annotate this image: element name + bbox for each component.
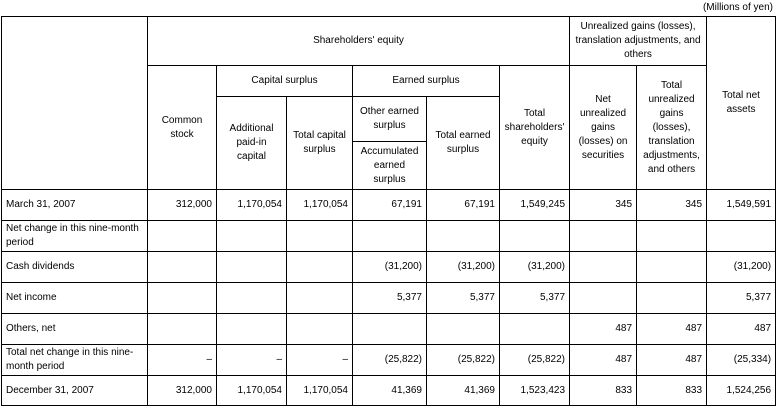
- cell-total-net-assets: 487: [707, 314, 776, 345]
- cell-total-capital-surplus: [287, 314, 353, 345]
- shareholders-equity-table: [1, 16, 776, 406]
- cell-total-net-assets: (25,334): [707, 345, 776, 376]
- table-row: [2, 283, 776, 314]
- cell-additional-paid-in-capital: –: [217, 345, 287, 376]
- header-capital-surplus: Capital surplus: [217, 66, 353, 97]
- header-total-capital-surplus: Total capital surplus: [287, 97, 353, 190]
- cell-net-unrealized-gains: [570, 252, 637, 283]
- header-total-unrealized-gains: Total unrealized gains (losses), translation adjustments, and others: [637, 66, 707, 190]
- header-shareholders-equity: Shareholders' equity: [148, 17, 570, 66]
- table-row: [2, 190, 776, 221]
- cell-total-unrealized-gains: 833: [637, 376, 707, 406]
- cell-total-net-assets: 1,549,591: [707, 190, 776, 221]
- cell-total-net-assets: [707, 221, 776, 252]
- header-total-net-assets: Total net assets: [707, 17, 776, 190]
- cell-total-unrealized-gains: 487: [637, 314, 707, 345]
- cell-total-unrealized-gains: [637, 252, 707, 283]
- cell-total-shareholders-equity: [500, 314, 570, 345]
- cell-accumulated-earned-surplus: (25,822): [353, 345, 427, 376]
- header-total-earned-surplus: Total earned surplus: [427, 97, 500, 190]
- cell-common-stock: –: [148, 345, 217, 376]
- row-label: December 31, 2007: [2, 376, 148, 406]
- table-row: [2, 376, 776, 406]
- table-row: [2, 345, 776, 376]
- header-row-1: [2, 17, 776, 66]
- header-accumulated-earned-surplus: Accumulated earned surplus: [353, 142, 427, 190]
- table-row: [2, 221, 776, 252]
- cell-total-capital-surplus: 1,170,054: [287, 190, 353, 221]
- cell-total-capital-surplus: [287, 221, 353, 252]
- cell-total-shareholders-equity: (31,200): [500, 252, 570, 283]
- cell-total-earned-surplus: (31,200): [427, 252, 500, 283]
- cell-additional-paid-in-capital: 1,170,054: [217, 376, 287, 406]
- cell-accumulated-earned-surplus: [353, 221, 427, 252]
- row-label: Total net change in this nine-month period: [2, 345, 148, 376]
- cell-net-unrealized-gains: 487: [570, 345, 637, 376]
- cell-accumulated-earned-surplus: [353, 314, 427, 345]
- table-row: [2, 314, 776, 345]
- cell-total-unrealized-gains: [637, 221, 707, 252]
- cell-accumulated-earned-surplus: (31,200): [353, 252, 427, 283]
- cell-accumulated-earned-surplus: 67,191: [353, 190, 427, 221]
- cell-total-earned-surplus: 41,369: [427, 376, 500, 406]
- cell-total-net-assets: (31,200): [707, 252, 776, 283]
- cell-net-unrealized-gains: [570, 283, 637, 314]
- cell-total-shareholders-equity: 5,377: [500, 283, 570, 314]
- header-additional-paid-in-capital: Additional paid-in capital: [217, 97, 287, 190]
- cell-common-stock: [148, 314, 217, 345]
- header-unrealized-group: Unrealized gains (losses), translation adjustments, and others: [570, 17, 707, 66]
- cell-total-shareholders-equity: 1,523,423: [500, 376, 570, 406]
- header-blank-cell: [2, 17, 148, 190]
- cell-net-unrealized-gains: 833: [570, 376, 637, 406]
- header-other-earned-surplus: Other earned surplus: [353, 97, 427, 142]
- cell-additional-paid-in-capital: [217, 221, 287, 252]
- row-label: March 31, 2007: [2, 190, 148, 221]
- table-row: [2, 252, 776, 283]
- cell-total-net-assets: 5,377: [707, 283, 776, 314]
- cell-common-stock: [148, 283, 217, 314]
- row-label: Net income: [2, 283, 148, 314]
- cell-net-unrealized-gains: 345: [570, 190, 637, 221]
- cell-common-stock: [148, 221, 217, 252]
- cell-total-capital-surplus: 1,170,054: [287, 376, 353, 406]
- cell-total-earned-surplus: 67,191: [427, 190, 500, 221]
- cell-additional-paid-in-capital: 1,170,054: [217, 190, 287, 221]
- cell-common-stock: 312,000: [148, 376, 217, 406]
- cell-total-shareholders-equity: (25,822): [500, 345, 570, 376]
- cell-total-capital-surplus: [287, 252, 353, 283]
- cell-total-shareholders-equity: 1,549,245: [500, 190, 570, 221]
- cell-net-unrealized-gains: 487: [570, 314, 637, 345]
- cell-additional-paid-in-capital: [217, 314, 287, 345]
- units-note: (Millions of yen): [702, 2, 773, 13]
- header-common-stock: Common stock: [148, 66, 217, 190]
- row-label: Net change in this nine-month period: [2, 221, 148, 252]
- cell-accumulated-earned-surplus: 41,369: [353, 376, 427, 406]
- row-label: Others, net: [2, 314, 148, 345]
- header-total-shareholders-equity: Total shareholders' equity: [500, 66, 570, 190]
- cell-total-unrealized-gains: [637, 283, 707, 314]
- cell-total-capital-surplus: [287, 283, 353, 314]
- cell-accumulated-earned-surplus: 5,377: [353, 283, 427, 314]
- cell-common-stock: 312,000: [148, 190, 217, 221]
- cell-total-earned-surplus: 5,377: [427, 283, 500, 314]
- row-label: Cash dividends: [2, 252, 148, 283]
- cell-total-shareholders-equity: [500, 221, 570, 252]
- cell-total-capital-surplus: –: [287, 345, 353, 376]
- cell-total-net-assets: 1,524,256: [707, 376, 776, 406]
- cell-total-unrealized-gains: 487: [637, 345, 707, 376]
- cell-total-earned-surplus: (25,822): [427, 345, 500, 376]
- cell-total-earned-surplus: [427, 314, 500, 345]
- cell-common-stock: [148, 252, 217, 283]
- header-net-unrealized-gains: Net unrealized gains (losses) on securities: [570, 66, 637, 190]
- cell-additional-paid-in-capital: [217, 283, 287, 314]
- cell-net-unrealized-gains: [570, 221, 637, 252]
- cell-additional-paid-in-capital: [217, 252, 287, 283]
- header-earned-surplus: Earned surplus: [353, 66, 500, 97]
- cell-total-earned-surplus: [427, 221, 500, 252]
- cell-total-unrealized-gains: 345: [637, 190, 707, 221]
